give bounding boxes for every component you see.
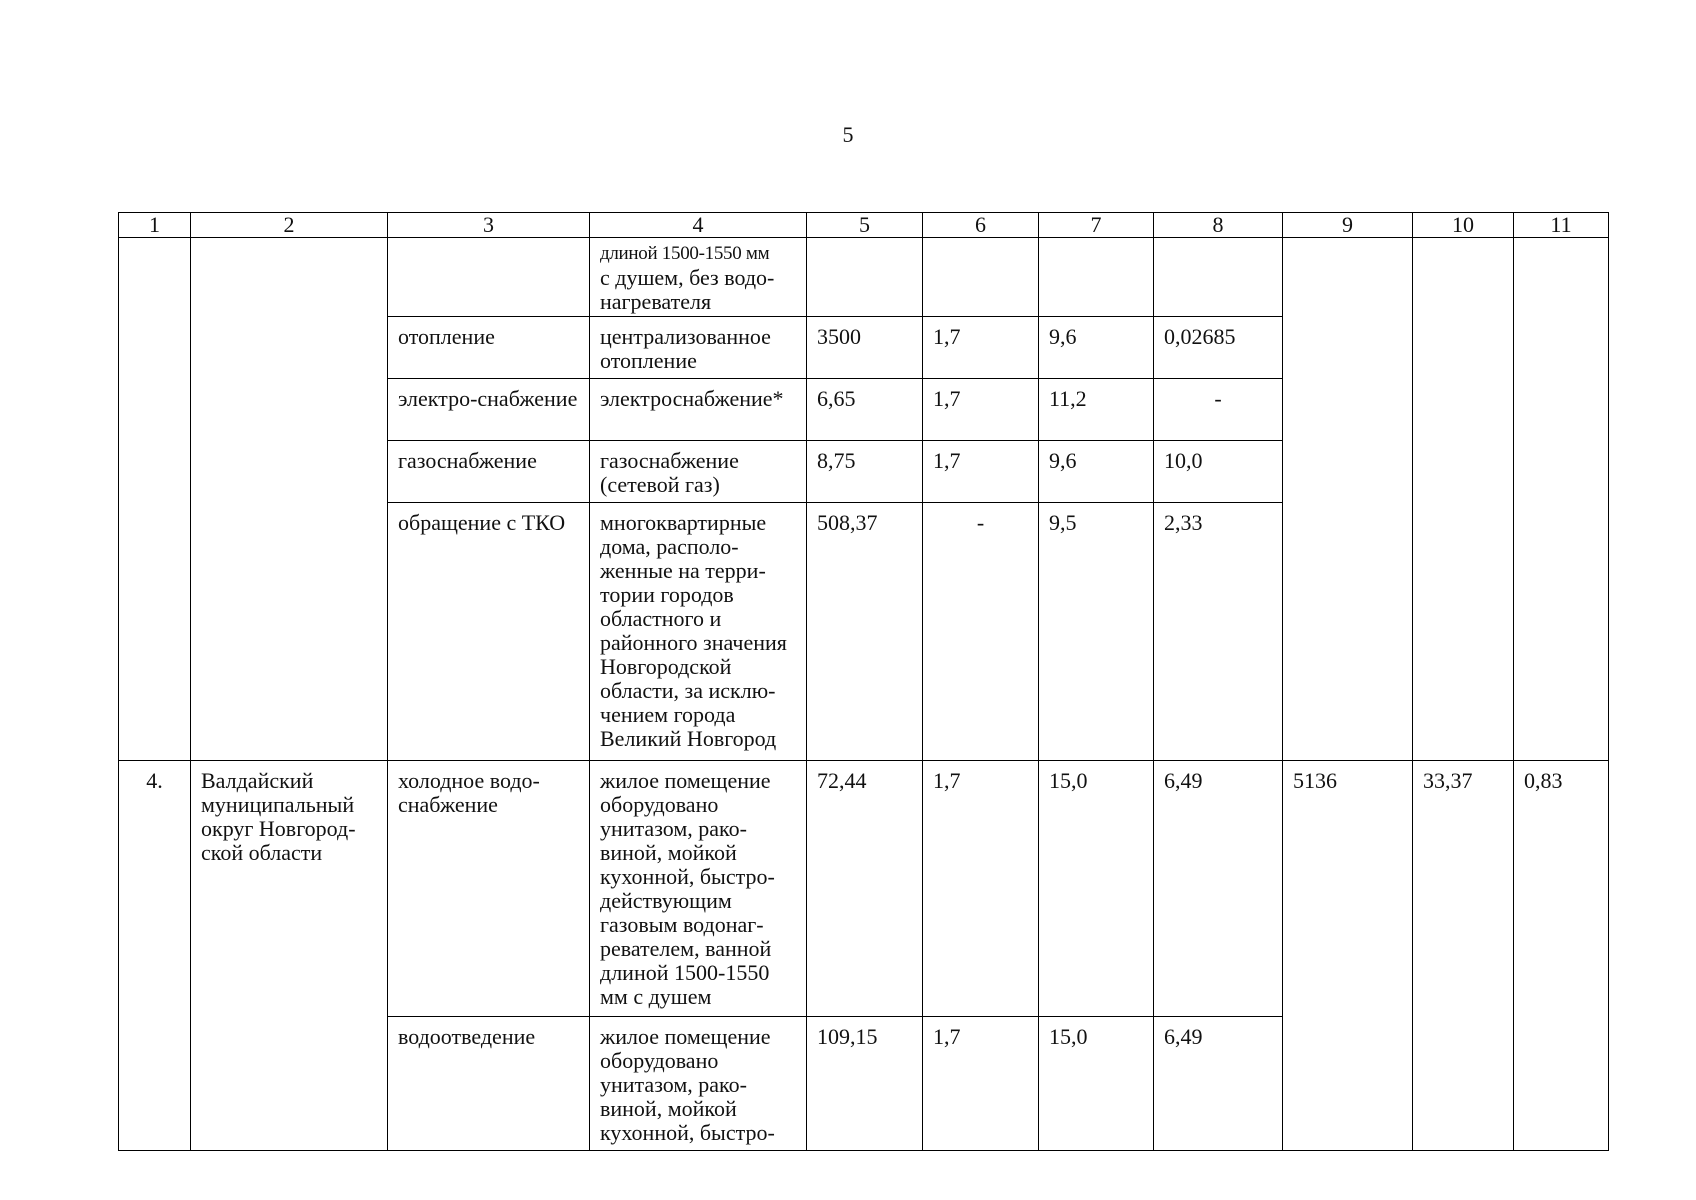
municipality-cell: Валдайский муниципальный округ Новгород-ской области [191,761,388,1151]
service-cell: обращение с ТКО [388,503,590,761]
value-cell [923,238,1039,317]
value-cell: 0,02685 [1154,317,1283,379]
header-cell: 2 [191,213,388,238]
header-cell: 9 [1283,213,1413,238]
value-cell: 11,2 [1039,379,1154,441]
value-cell: 109,15 [807,1017,923,1151]
header-cell: 11 [1514,213,1609,238]
col10-cell [1413,238,1514,761]
description-line: длиной 1500-1550 мм [600,243,770,264]
table-row [119,238,1609,317]
description-cell: газоснабжение (сетевой газ) [590,441,807,503]
municipality-cell [191,238,388,761]
tariff-table [118,212,1609,1151]
description-cell: жилое помещение оборудовано унитазом, рако-виной, мойкой кухонной, быстро-действующим газовым водонаг-ревателем, ванной длиной 1500-1550 мм с душем [590,761,807,1017]
description-cell: централизованное отопление [590,317,807,379]
row-number-cell [119,238,191,761]
value-cell [1039,238,1154,317]
value-cell: 6,49 [1154,761,1283,1017]
service-cell: холодное водо-снабжение [388,761,590,1017]
value-cell: 15,0 [1039,761,1154,1017]
value-cell: 15,0 [1039,1017,1154,1151]
value-cell: 9,6 [1039,441,1154,503]
service-cell [388,238,590,317]
col11-cell: 0,83 [1514,761,1609,1151]
col10-cell: 33,37 [1413,761,1514,1151]
header-cell: 5 [807,213,923,238]
service-cell: электро-снабжение [388,379,590,441]
value-cell: 9,5 [1039,503,1154,761]
header-row [119,213,1609,238]
value-cell: - [923,503,1039,761]
value-cell: 1,7 [923,317,1039,379]
value-cell [1154,238,1283,317]
header-cell: 3 [388,213,590,238]
value-cell: 1,7 [923,1017,1039,1151]
header-cell: 10 [1413,213,1514,238]
value-cell: 6,65 [807,379,923,441]
page-number: 5 [842,122,854,147]
header-cell: 8 [1154,213,1283,238]
col9-cell: 5136 [1283,761,1413,1151]
value-cell: 6,49 [1154,1017,1283,1151]
value-cell: 8,75 [807,441,923,503]
description-line: с душем, без водо- [600,265,775,290]
value-cell: 9,6 [1039,317,1154,379]
value-cell: 1,7 [923,761,1039,1017]
description-cell [590,238,807,317]
service-cell: отопление [388,317,590,379]
value-cell: 10,0 [1154,441,1283,503]
service-cell: водоотведение [388,1017,590,1151]
header-cell: 1 [119,213,191,238]
description-line: нагревателя [600,289,712,314]
description-cell: многоквартирные дома, располо-женные на терри-тории городов областного и районного значения Новгородской области, за исклю-чением города Великий Новгород [590,503,807,761]
header-cell: 7 [1039,213,1154,238]
value-cell: 1,7 [923,441,1039,503]
description-cell: жилое помещение оборудовано унитазом, рако-виной, мойкой кухонной, быстро- [590,1017,807,1151]
value-cell: 508,37 [807,503,923,761]
table-row [119,761,1609,1017]
value-cell: 1,7 [923,379,1039,441]
header-cell: 6 [923,213,1039,238]
value-cell: 72,44 [807,761,923,1017]
description-cell: электроснабжение* [590,379,807,441]
col11-cell [1514,238,1609,761]
value-cell: 3500 [807,317,923,379]
col9-cell [1283,238,1413,761]
service-cell: газоснабжение [388,441,590,503]
row-number-cell: 4. [119,761,191,1151]
value-cell: - [1154,379,1283,441]
value-cell [807,238,923,317]
value-cell: 2,33 [1154,503,1283,761]
header-cell: 4 [590,213,807,238]
